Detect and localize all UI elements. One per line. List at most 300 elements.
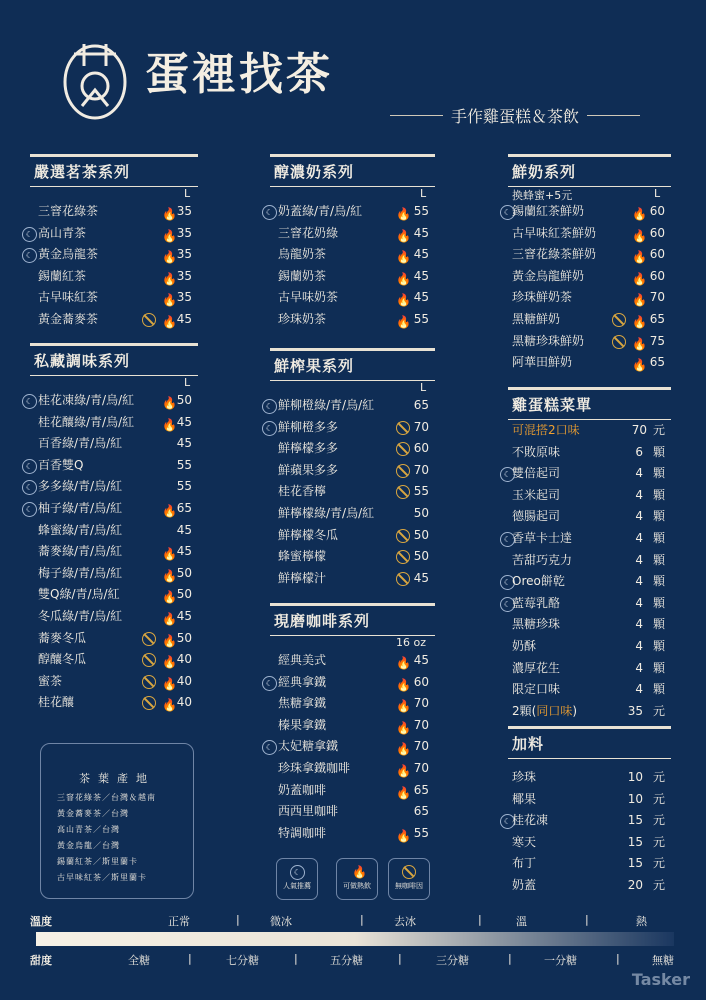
- size-label: L: [420, 187, 427, 200]
- hot-icon: 🔥: [162, 207, 177, 221]
- section-toppings: [503, 726, 671, 897]
- combo-price: [632, 420, 665, 442]
- item-name: 古早味紅茶鮮奶: [512, 225, 597, 240]
- item-name: 鮮柳橙綠/青/烏/紅: [278, 398, 375, 412]
- section-title: 私藏調味系列: [30, 343, 198, 376]
- item-price: [414, 266, 429, 288]
- recommend-icon: ☾: [500, 467, 515, 482]
- price-value: 50: [176, 565, 192, 580]
- price-value: 45: [176, 608, 192, 623]
- hot-icon: 🔥: [632, 293, 647, 308]
- item-name: 古早味奶茶: [278, 290, 339, 305]
- menu-item: [270, 266, 435, 288]
- combo-price-value: 70: [631, 423, 647, 437]
- menu-item: [30, 266, 198, 288]
- price-value: 45: [176, 544, 192, 559]
- menu-item: [30, 649, 198, 671]
- item-name: 黑糖鮮奶: [512, 311, 561, 326]
- no-caffeine-icon: [396, 421, 410, 435]
- ice-level-scale: [30, 913, 680, 929]
- price-value: 60: [649, 204, 665, 218]
- price-unit: 元: [652, 813, 665, 828]
- price-value: 50: [176, 393, 192, 407]
- hot-icon: 🔥: [162, 250, 177, 265]
- item-price: [635, 571, 665, 593]
- item-name: 苦甜巧克力: [512, 552, 573, 567]
- origin-line: 古早味紅茶／斯里蘭卡: [57, 873, 147, 882]
- item-name: 黑糖珍珠鮮奶: [512, 333, 585, 348]
- item-name: 三窨花綠茶鮮奶: [512, 247, 597, 262]
- scale-option: 溫: [516, 915, 527, 928]
- scale-divider: |: [188, 952, 192, 965]
- price-value: 4: [635, 466, 643, 481]
- item-name: 百香雙Q: [38, 457, 84, 472]
- item-name: 不敗原味: [512, 444, 561, 459]
- item-price: [650, 201, 665, 223]
- price-value: 60: [649, 268, 665, 283]
- price-value: 65: [649, 311, 665, 326]
- item-name: 古早味紅茶: [38, 290, 99, 305]
- item-name: 濃厚花生: [512, 660, 561, 675]
- item-name: 蜂蜜檸檬: [278, 549, 327, 564]
- menu-item: [508, 832, 671, 854]
- menu-item: [270, 650, 435, 672]
- menu-item: [508, 266, 671, 288]
- menu-item: [270, 801, 435, 823]
- price-value: 65: [413, 398, 429, 412]
- item-price: [650, 331, 665, 353]
- menu-item: [25, 223, 198, 245]
- recommend-icon: ☾: [500, 205, 515, 220]
- price-unit: 顆: [652, 660, 665, 675]
- menu-item: [270, 758, 435, 780]
- hot-icon: 🔥: [396, 314, 411, 329]
- menu-item: [270, 460, 435, 482]
- price-unit: 顆: [652, 487, 665, 502]
- pair-unit: 元: [652, 703, 665, 718]
- item-name: 玉米起司: [512, 487, 561, 502]
- recommend-icon: ☾: [500, 575, 515, 590]
- item-price: [650, 352, 665, 374]
- no-caffeine-icon: [396, 572, 410, 586]
- item-name: 奶蓋綠/青/烏/紅: [278, 204, 363, 218]
- menu-item: [270, 244, 435, 266]
- section-milk-tea: [265, 154, 435, 331]
- item-name: 黃金烏龍鮮奶: [512, 268, 585, 283]
- hot-icon: 🔥: [632, 207, 647, 221]
- section-note: 換蜂蜜+5元: [512, 189, 573, 202]
- scale-option: 三分糖: [436, 954, 469, 967]
- hot-icon: 🔥: [396, 763, 411, 778]
- hot-icon: 🔥: [352, 865, 367, 879]
- hot-icon: 🔥: [632, 358, 647, 373]
- price-value: 60: [413, 441, 429, 456]
- menu-item: [508, 636, 671, 658]
- size-header: [508, 187, 671, 201]
- no-caffeine-icon: [396, 529, 410, 543]
- item-price: [635, 679, 665, 701]
- item-name: 奶蓋: [512, 877, 537, 892]
- menu-item: [508, 506, 671, 528]
- item-price: [628, 767, 665, 789]
- recommend-icon: ☾: [22, 480, 37, 495]
- section-title: 醇濃奶系列: [270, 154, 435, 187]
- pair-a: 2顆(: [512, 703, 537, 718]
- menu-item: [503, 571, 671, 593]
- sugar-level-scale: [30, 952, 680, 968]
- scale-option: 七分糖: [226, 954, 259, 967]
- item-price: [414, 568, 429, 590]
- item-name: 珍珠奶茶: [278, 311, 327, 326]
- item-price: [628, 875, 665, 897]
- price-value: 15: [627, 856, 643, 871]
- menu-item: [270, 780, 435, 802]
- recommend-icon: ☾: [22, 394, 37, 409]
- recommend-icon: ☾: [22, 248, 37, 263]
- scale-option: 去冰: [394, 915, 416, 928]
- pair-c: ): [572, 703, 578, 718]
- menu-item: [30, 671, 198, 693]
- menu-item: [508, 658, 671, 680]
- item-name: 鮮檸檬多多: [278, 441, 339, 456]
- recommend-icon: ☾: [22, 459, 37, 474]
- price-value: 45: [413, 570, 429, 585]
- section-title: 雞蛋糕菜單: [508, 387, 671, 420]
- recommend-icon: ☾: [500, 597, 515, 612]
- item-price: [177, 455, 192, 477]
- no-caffeine-icon: [396, 550, 410, 564]
- tagline-text: 手作雞蛋糕＆茶飲: [451, 107, 580, 126]
- menu-item: [508, 442, 671, 464]
- scale-divider: |: [616, 952, 620, 965]
- item-price: [177, 266, 192, 288]
- menu-item: [508, 614, 671, 636]
- item-name: 珍珠拿鐵咖啡: [278, 760, 351, 775]
- menu-item: [503, 201, 671, 223]
- item-price: [177, 309, 192, 331]
- item-name: 特調咖啡: [278, 825, 327, 840]
- price-value: 65: [176, 500, 192, 515]
- scale-option: 全糖: [128, 954, 150, 967]
- no-caffeine-icon: [142, 696, 156, 710]
- menu-item: [30, 412, 198, 434]
- origin-title: 茶葉產地: [79, 772, 155, 785]
- item-price: [414, 287, 429, 309]
- menu-item: [270, 503, 435, 525]
- item-price: [628, 789, 665, 811]
- price-value: 35: [176, 290, 192, 305]
- item-price: [414, 650, 429, 672]
- size-label: L: [184, 376, 191, 389]
- item-price: [177, 287, 192, 309]
- item-name: 德腸起司: [512, 509, 561, 524]
- price-value: 65: [413, 804, 429, 819]
- menu-item: [30, 201, 198, 223]
- price-value: 55: [413, 204, 429, 218]
- price-value: 55: [176, 457, 192, 472]
- scale-gradient-bar: [36, 932, 674, 946]
- item-price: [177, 628, 192, 650]
- menu-item: [25, 498, 198, 520]
- menu-item: [270, 693, 435, 715]
- hot-icon: 🔥: [632, 271, 647, 286]
- size-header: [30, 187, 198, 201]
- menu-item: [270, 823, 435, 845]
- menu-item: [270, 546, 435, 568]
- hot-icon: 🔥: [396, 742, 411, 757]
- hot-icon: 🔥: [632, 336, 647, 351]
- hot-icon: 🔥: [162, 314, 177, 329]
- price-unit: 顆: [652, 638, 665, 653]
- item-price: [177, 498, 192, 520]
- price-value: 4: [635, 638, 643, 653]
- price-value: 45: [176, 436, 192, 451]
- scale-divider: |: [360, 913, 364, 926]
- size-header: [270, 636, 435, 650]
- price-unit: 元: [652, 834, 665, 849]
- price-unit: 顆: [652, 617, 665, 632]
- item-price: [414, 309, 429, 331]
- size-header: [508, 759, 671, 767]
- item-name: 高山青茶: [38, 225, 87, 240]
- size-label: 16 oz: [396, 636, 426, 649]
- hot-icon: 🔥: [162, 417, 177, 432]
- no-caffeine-icon: [396, 485, 410, 499]
- menu-item: [503, 528, 671, 550]
- item-price: [177, 649, 192, 671]
- hot-icon: 🔥: [162, 396, 177, 410]
- price-value: 40: [176, 673, 192, 688]
- item-price: [635, 636, 665, 658]
- price-value: 40: [176, 652, 192, 667]
- menu-item: [30, 287, 198, 309]
- hot-icon: 🔥: [396, 250, 411, 265]
- price-unit: 顆: [652, 574, 665, 589]
- price-value: 50: [413, 527, 429, 542]
- price-value: 70: [649, 290, 665, 305]
- item-name: 桂花凍: [512, 813, 549, 828]
- section-coffee: [265, 603, 435, 844]
- item-name: 太妃糖拿鐵: [278, 739, 339, 754]
- menu-item: [508, 767, 671, 789]
- item-price: [177, 671, 192, 693]
- item-name: 焦糖拿鐵: [278, 696, 327, 711]
- origin-line: 錫蘭紅茶／斯里蘭卡: [57, 857, 138, 866]
- pair-label: [512, 701, 577, 723]
- price-value: 4: [635, 574, 643, 589]
- no-caffeine-icon: [142, 313, 156, 327]
- origin-line: 黃金蕎麥茶／台灣: [57, 809, 129, 818]
- scale-option: 熱: [636, 915, 647, 928]
- price-unit: 顆: [652, 466, 665, 481]
- hot-icon: 🔥: [396, 677, 411, 692]
- item-name: 藍莓乳酪: [512, 595, 561, 610]
- menu-item: [265, 736, 435, 758]
- item-price: [414, 715, 429, 737]
- item-price: [177, 433, 192, 455]
- price-value: 35: [176, 225, 192, 240]
- price-value: 70: [413, 717, 429, 732]
- item-price: [414, 244, 429, 266]
- item-name: 鮮檸檬綠/青/烏/紅: [278, 505, 375, 520]
- price-value: 45: [413, 247, 429, 262]
- item-name: 桂花香檸: [278, 484, 327, 499]
- price-value: 35: [176, 247, 192, 262]
- price-value: 55: [176, 479, 192, 494]
- item-name: 黃金蕎麥茶: [38, 311, 99, 326]
- price-value: 70: [413, 462, 429, 477]
- hot-icon: 🔥: [162, 271, 177, 286]
- price-unit: 元: [652, 877, 665, 892]
- item-name: 冬瓜綠/青/烏/紅: [38, 608, 123, 623]
- size-header: [30, 376, 198, 390]
- price-value: 4: [635, 487, 643, 502]
- hot-icon: 🔥: [396, 785, 411, 800]
- menu-item: [508, 223, 671, 245]
- item-name: 醇釀冬瓜: [38, 652, 87, 667]
- item-price: [177, 244, 192, 266]
- item-price: [414, 758, 429, 780]
- hot-icon: 🔥: [396, 699, 411, 714]
- price-value: 50: [176, 630, 192, 645]
- item-price: [177, 223, 192, 245]
- item-name: 黑糖珍珠: [512, 617, 561, 632]
- item-name: 多多綠/青/烏/紅: [38, 479, 123, 494]
- recommend-icon: ☾: [262, 676, 277, 691]
- price-value: 6: [635, 444, 643, 459]
- item-name: 桂花釀: [38, 695, 75, 710]
- item-price: [177, 692, 192, 714]
- item-price: [414, 460, 429, 482]
- tea-origin-box: [40, 743, 194, 899]
- item-price: [414, 395, 429, 417]
- item-name: 布丁: [512, 856, 537, 871]
- price-value: 70: [413, 739, 429, 754]
- price-value: 45: [413, 653, 429, 667]
- menu-item: [503, 593, 671, 615]
- origin-line: 三窨花綠茶／台灣＆越南: [57, 793, 156, 802]
- recommend-icon: ☾: [500, 532, 515, 547]
- scale-divider: |: [478, 913, 482, 926]
- price-value: 10: [627, 770, 643, 784]
- hot-icon: 🔥: [162, 503, 177, 518]
- item-name: 三窨花綠茶: [38, 204, 99, 218]
- price-value: 55: [413, 484, 429, 499]
- menu-item: [508, 485, 671, 507]
- price-unit: 顆: [652, 530, 665, 545]
- recommend-icon: ☾: [22, 227, 37, 242]
- menu-item: [265, 417, 435, 439]
- item-name: 椰果: [512, 791, 537, 806]
- price-value: 70: [413, 760, 429, 775]
- menu-item: [508, 853, 671, 875]
- no-caffeine-icon: [142, 675, 156, 689]
- section-title: 嚴選茗茶系列: [30, 154, 198, 187]
- item-price: [635, 550, 665, 572]
- menu-item: [270, 309, 435, 331]
- item-price: [177, 412, 192, 434]
- item-name: 奶酥: [512, 638, 537, 653]
- hot-icon: 🔥: [162, 547, 177, 562]
- menu-item: [265, 395, 435, 417]
- price-value: 35: [176, 268, 192, 283]
- menu-item: [265, 672, 435, 694]
- no-caffeine-icon: [402, 865, 416, 879]
- brand-name: 蛋裡找茶: [145, 49, 333, 100]
- item-name: 錫蘭奶茶: [278, 268, 327, 283]
- hot-icon: 🔥: [162, 655, 177, 670]
- hot-icon: 🔥: [396, 271, 411, 286]
- item-name: 蕎麥冬瓜: [38, 630, 87, 645]
- hot-icon: 🔥: [162, 293, 177, 308]
- scale-divider: |: [398, 952, 402, 965]
- egg-cake-pair-row: [508, 701, 671, 723]
- menu-item: [30, 692, 198, 714]
- hot-icon: 🔥: [396, 207, 411, 221]
- price-unit: 顆: [652, 595, 665, 610]
- item-name: 阿華田鮮奶: [512, 355, 573, 370]
- item-price: [414, 736, 429, 758]
- item-price: [414, 481, 429, 503]
- price-value: 60: [649, 225, 665, 240]
- menu-item: [270, 287, 435, 309]
- item-name: 雙Q綠/青/烏/紅: [38, 587, 120, 602]
- legend-hot: 🔥 可做熱飲: [336, 858, 378, 900]
- item-name: 梅子綠/青/烏/紅: [38, 565, 123, 580]
- price-value: 4: [635, 595, 643, 610]
- item-price: [177, 606, 192, 628]
- item-price: [177, 390, 192, 412]
- item-price: [414, 417, 429, 439]
- scale-divider: |: [585, 913, 589, 926]
- scale-option: 無糖: [652, 954, 674, 967]
- price-unit: 顆: [652, 552, 665, 567]
- item-name: 西西里咖啡: [278, 804, 339, 819]
- item-price: [635, 658, 665, 680]
- no-caffeine-icon: [396, 464, 410, 478]
- menu-item: [270, 525, 435, 547]
- item-price: [650, 266, 665, 288]
- price-value: 15: [627, 834, 643, 849]
- price-unit: 元: [652, 791, 665, 806]
- menu-item: [508, 352, 671, 374]
- item-price: [177, 541, 192, 563]
- price-value: 45: [176, 414, 192, 429]
- menu-item: [30, 433, 198, 455]
- item-price: [414, 503, 429, 525]
- price-value: 4: [635, 552, 643, 567]
- recommend-icon: ☾: [22, 502, 37, 517]
- hot-icon: 🔥: [396, 228, 411, 243]
- menu-item: [270, 223, 435, 245]
- scale-divider: |: [294, 952, 298, 965]
- pair-price-value: 35: [627, 703, 643, 718]
- price-value: 70: [413, 419, 429, 434]
- price-value: 65: [413, 782, 429, 797]
- price-value: 4: [635, 509, 643, 524]
- combo-unit: 元: [652, 423, 665, 437]
- item-price: [635, 593, 665, 615]
- item-name: 蕎麥綠/青/烏/紅: [38, 544, 123, 559]
- price-value: 45: [413, 290, 429, 305]
- recommend-icon: ☾: [262, 740, 277, 755]
- item-name: 鮮柳橙多多: [278, 419, 339, 434]
- section-fresh-juice: [265, 348, 435, 589]
- scale-option: 一分糖: [544, 954, 577, 967]
- item-price: [414, 672, 429, 694]
- hot-icon: 🔥: [162, 633, 177, 648]
- section-title: 現磨咖啡系列: [270, 603, 435, 636]
